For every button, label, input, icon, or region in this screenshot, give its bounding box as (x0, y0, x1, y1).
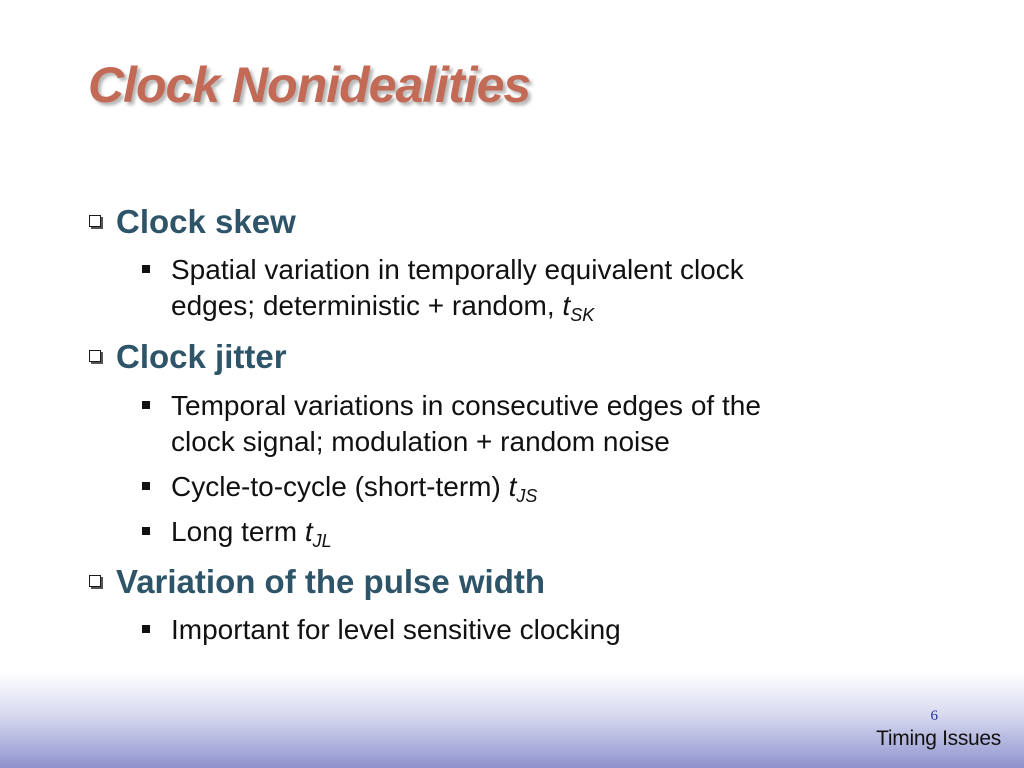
square-bullet-icon (142, 401, 150, 409)
bullet-text-line: Important for level sensitive clocking (171, 614, 621, 645)
section-heading-text: Variation of the pulse width (116, 563, 546, 600)
slide-title: Clock Nonidealities (88, 57, 531, 113)
hollow-square-bullet-icon (89, 350, 101, 362)
bullet-text: Long term (171, 516, 305, 547)
bullet-text-line: clock signal; modulation + random noise (171, 426, 670, 457)
page-number: 6 (930, 708, 938, 724)
hollow-square-bullet-icon (89, 215, 101, 227)
variable-subscript: SK (570, 305, 595, 325)
section-heading-clock-jitter (89, 337, 287, 377)
square-bullet-icon (142, 527, 150, 535)
section-heading-clock-skew (89, 202, 296, 242)
bullet-text: Cycle-to-cycle (short-term) (171, 471, 509, 502)
bullet-text-line (171, 514, 332, 550)
bullet-text-line (171, 469, 537, 505)
bullet-text-line (171, 288, 744, 324)
footer-label: Timing Issues (876, 727, 1001, 750)
variable-subscript: JS (516, 486, 538, 506)
hollow-square-bullet-icon (89, 575, 101, 587)
variable-symbol: t (562, 290, 571, 321)
variable-symbol: t (508, 471, 517, 502)
variable-subscript: JL (312, 531, 332, 551)
variable-symbol: t (304, 516, 313, 547)
footer-gradient-bar (0, 672, 1024, 768)
section-heading-pulse-width (89, 562, 545, 602)
bullet-text: edges; deterministic + random, (171, 290, 563, 321)
bullet-text-line: Temporal variations in consecutive edges of the (171, 390, 761, 421)
section-heading-text: Clock skew (116, 203, 296, 240)
section-heading-text: Clock jitter (116, 338, 287, 375)
square-bullet-icon (142, 482, 150, 490)
bullet-text-line: Spatial variation in temporally equivalent clock (171, 254, 744, 285)
square-bullet-icon (142, 265, 150, 273)
square-bullet-icon (142, 625, 150, 633)
